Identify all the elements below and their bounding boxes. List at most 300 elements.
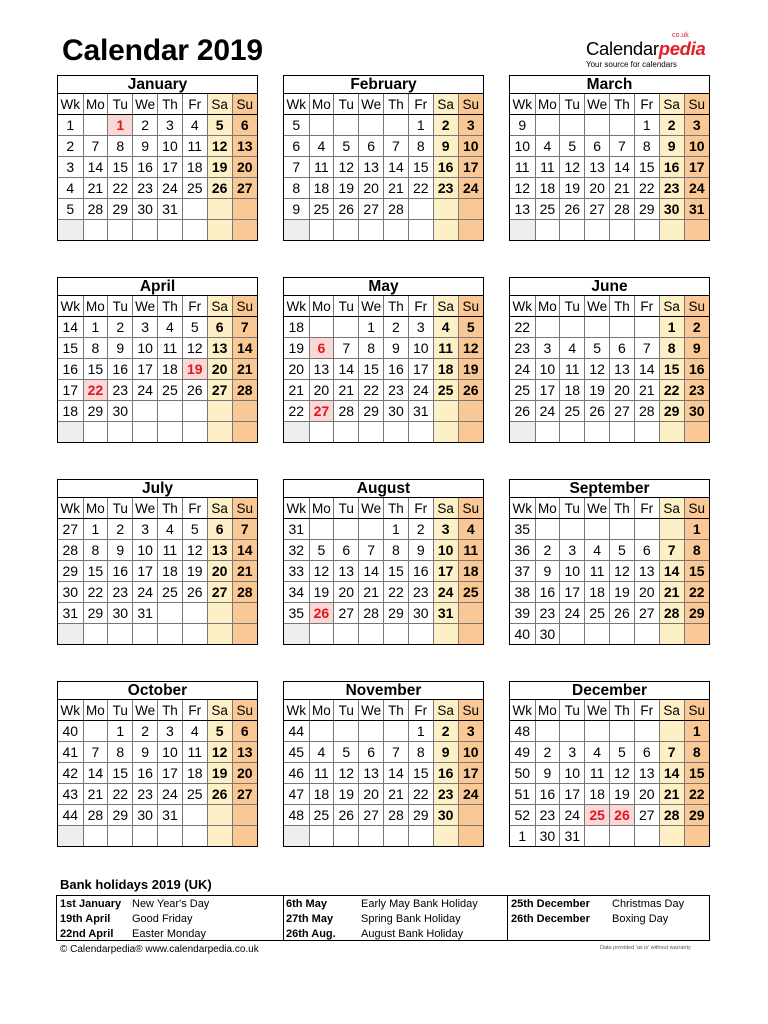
day-cell: 17 [560,582,585,603]
holiday-day-cell: 1 [108,115,133,136]
weekday-header: Tu [108,296,133,317]
day-cell: 18 [560,380,585,401]
weekday-header: We [133,94,158,115]
weekday-header: Sa [433,94,458,115]
day-cell: 2 [684,317,709,338]
week-number: 49 [510,742,535,763]
month-name: December [510,682,709,700]
week-number: 34 [284,582,309,603]
week-header: Wk [58,700,83,721]
week-number: 44 [58,805,83,826]
weekday-header: Mo [309,498,334,519]
empty-day-cell [182,401,207,422]
day-cell: 4 [458,519,483,540]
empty-day-cell [158,826,183,847]
week-number: 42 [58,763,83,784]
weekday-header: Sa [207,498,232,519]
week-number: 28 [58,540,83,561]
empty-day-cell [610,422,635,443]
day-cell: 30 [408,603,433,624]
weekday-header: We [359,94,384,115]
day-cell: 25 [158,582,183,603]
empty-day-cell [334,519,359,540]
day-cell: 19 [560,178,585,199]
bank-holiday-entry: 25th December Christmas Day [511,898,685,910]
day-cell: 19 [610,582,635,603]
week-number: 40 [510,624,535,645]
empty-day-cell [232,220,257,241]
weekday-header: Sa [659,700,684,721]
day-cell: 11 [182,136,207,157]
empty-day-cell [659,519,684,540]
weekday-header: Sa [207,94,232,115]
day-cell: 16 [108,561,133,582]
holiday-day-cell: 27 [309,401,334,422]
weekday-header: Mo [83,498,108,519]
weekday-header: Sa [659,94,684,115]
weekday-header: Mo [309,94,334,115]
day-cell: 7 [334,338,359,359]
empty-day-cell [83,721,108,742]
day-cell: 1 [684,519,709,540]
day-cell: 25 [585,603,610,624]
weekday-header: We [359,498,384,519]
day-cell: 21 [659,784,684,805]
week-number: 19 [284,338,309,359]
empty-day-cell [634,317,659,338]
weekday-header: Sa [433,296,458,317]
day-cell: 17 [133,561,158,582]
day-cell: 28 [610,199,635,220]
weekday-header: Mo [535,94,560,115]
weekday-header: Fr [182,94,207,115]
weekday-header: Fr [634,94,659,115]
day-cell: 16 [535,784,560,805]
day-cell: 3 [535,338,560,359]
week-number: 31 [284,519,309,540]
weekday-header: Mo [83,700,108,721]
day-cell: 25 [158,380,183,401]
day-cell: 7 [610,136,635,157]
empty-day-cell [207,199,232,220]
day-cell: 24 [560,805,585,826]
day-cell: 3 [158,721,183,742]
day-cell: 16 [433,157,458,178]
day-cell: 24 [133,582,158,603]
holiday-day-cell: 26 [309,603,334,624]
day-cell: 6 [634,540,659,561]
day-cell: 28 [232,582,257,603]
day-cell: 12 [309,561,334,582]
day-cell: 30 [384,401,409,422]
week-number: 14 [58,317,83,338]
day-cell: 8 [634,136,659,157]
day-cell: 27 [207,380,232,401]
weekday-header: Su [684,700,709,721]
day-cell: 13 [232,136,257,157]
day-cell: 13 [207,338,232,359]
day-cell: 16 [535,582,560,603]
day-cell: 22 [408,178,433,199]
day-cell: 28 [384,805,409,826]
weekday-header: Fr [182,296,207,317]
month-december [509,681,710,847]
day-cell: 10 [535,359,560,380]
empty-day-cell [433,624,458,645]
weekday-header: Tu [108,498,133,519]
day-cell: 25 [309,199,334,220]
day-cell: 20 [359,178,384,199]
month-name: April [58,278,257,296]
weekday-header: Tu [108,700,133,721]
empty-day-cell [535,422,560,443]
week-number: 39 [510,603,535,624]
day-cell: 25 [182,784,207,805]
day-cell: 29 [684,603,709,624]
day-cell: 17 [535,380,560,401]
month-name: November [284,682,483,700]
day-cell: 10 [684,136,709,157]
day-cell: 16 [408,561,433,582]
weekday-header: Tu [108,94,133,115]
weekday-header: We [585,296,610,317]
empty-day-cell [634,624,659,645]
day-cell: 3 [560,540,585,561]
day-cell: 11 [585,561,610,582]
day-cell: 21 [83,178,108,199]
weekday-header: Su [458,498,483,519]
day-cell: 16 [384,359,409,380]
day-cell: 9 [433,136,458,157]
day-cell: 3 [458,115,483,136]
weekday-header: Tu [560,498,585,519]
day-cell: 4 [309,136,334,157]
day-cell: 25 [535,199,560,220]
day-cell: 15 [408,763,433,784]
day-cell: 20 [232,763,257,784]
empty-day-cell [585,317,610,338]
day-cell: 23 [684,380,709,401]
day-cell: 17 [458,763,483,784]
empty-day-cell [659,826,684,847]
empty-day-cell [535,115,560,136]
weekday-header: Tu [334,700,359,721]
day-cell: 8 [384,540,409,561]
empty-day-cell [83,220,108,241]
day-cell: 5 [560,136,585,157]
month-august [283,479,484,645]
weekday-header: Sa [433,700,458,721]
empty-day-cell [207,603,232,624]
empty-day-cell [309,624,334,645]
day-cell: 20 [334,582,359,603]
empty-day-cell [334,422,359,443]
day-cell: 29 [359,401,384,422]
day-cell: 5 [207,721,232,742]
day-cell: 26 [182,380,207,401]
day-cell: 10 [560,763,585,784]
day-cell: 1 [659,317,684,338]
empty-day-cell [535,220,560,241]
weekday-header: Mo [535,296,560,317]
day-cell: 11 [585,763,610,784]
week-number: 52 [510,805,535,826]
month-june [509,277,710,443]
empty-day-cell [158,603,183,624]
day-cell: 26 [334,199,359,220]
week-number: 16 [58,359,83,380]
day-cell: 17 [158,763,183,784]
day-cell: 3 [133,519,158,540]
day-cell: 14 [384,763,409,784]
holiday-day-cell: 19 [182,359,207,380]
day-cell: 2 [384,317,409,338]
weekday-header: Sa [659,498,684,519]
day-cell: 20 [207,359,232,380]
day-cell: 6 [232,721,257,742]
empty-day-cell [207,422,232,443]
day-cell: 11 [309,763,334,784]
empty-day-cell [309,519,334,540]
day-cell: 7 [359,540,384,561]
weekday-header: Mo [309,296,334,317]
day-cell: 8 [408,136,433,157]
week-header: Wk [284,700,309,721]
month-name: May [284,278,483,296]
week-number: 18 [58,401,83,422]
day-cell: 2 [133,115,158,136]
week-header: Wk [510,296,535,317]
footer-disclaimer: Data provided 'as is' without warranty [600,945,691,951]
weekday-header: Tu [334,94,359,115]
empty-day-cell [585,422,610,443]
empty-day-cell [634,519,659,540]
weekday-header: We [359,296,384,317]
week-number: 4 [58,178,83,199]
day-cell: 28 [634,401,659,422]
weekday-header: We [133,700,158,721]
empty-day-cell [207,220,232,241]
weekday-header: Su [684,296,709,317]
empty-day-cell [659,422,684,443]
day-cell: 12 [610,763,635,784]
empty-day-cell [108,826,133,847]
calendarpedia-logo [586,32,716,72]
empty-day-cell [659,721,684,742]
empty-day-cell [585,115,610,136]
empty-day-cell [610,826,635,847]
week-number: 17 [58,380,83,401]
day-cell: 11 [309,157,334,178]
empty-day-cell [359,826,384,847]
day-cell: 16 [659,157,684,178]
week-number [58,220,83,241]
weekday-header: Fr [182,498,207,519]
empty-day-cell [610,115,635,136]
week-number: 9 [284,199,309,220]
empty-day-cell [560,721,585,742]
day-cell: 12 [458,338,483,359]
weekday-header: Th [610,700,635,721]
day-cell: 16 [433,763,458,784]
bank-holiday-entry: 22nd April Easter Monday [60,928,206,940]
day-cell: 5 [207,115,232,136]
day-cell: 14 [359,561,384,582]
month-march [509,75,710,241]
week-number: 33 [284,561,309,582]
empty-day-cell [560,519,585,540]
empty-day-cell [585,519,610,540]
day-cell: 26 [610,603,635,624]
empty-day-cell [359,115,384,136]
empty-day-cell [83,422,108,443]
empty-day-cell [207,826,232,847]
day-cell: 29 [108,805,133,826]
day-cell: 28 [83,805,108,826]
day-cell: 24 [560,603,585,624]
day-cell: 13 [610,359,635,380]
page-title: Calendar 2019 [62,34,263,67]
day-cell: 10 [433,540,458,561]
day-cell: 4 [585,540,610,561]
day-cell: 20 [232,157,257,178]
column-divider [283,896,284,940]
day-cell: 2 [433,721,458,742]
day-cell: 6 [359,136,384,157]
empty-day-cell [133,624,158,645]
weekday-header: Tu [560,296,585,317]
day-cell: 30 [433,805,458,826]
day-cell: 16 [684,359,709,380]
day-cell: 31 [684,199,709,220]
empty-day-cell [408,624,433,645]
day-cell: 1 [684,721,709,742]
week-number: 30 [58,582,83,603]
day-cell: 29 [108,199,133,220]
weekday-header: We [585,94,610,115]
day-cell: 21 [334,380,359,401]
day-cell: 24 [433,582,458,603]
day-cell: 24 [133,380,158,401]
week-number: 47 [284,784,309,805]
day-cell: 4 [182,721,207,742]
day-cell: 2 [133,721,158,742]
empty-day-cell [158,422,183,443]
day-cell: 31 [408,401,433,422]
empty-day-cell [108,422,133,443]
bank-holidays-column [286,897,478,942]
weekday-header: Tu [560,94,585,115]
empty-day-cell [659,220,684,241]
day-cell: 3 [458,721,483,742]
day-cell: 23 [133,784,158,805]
empty-day-cell [334,317,359,338]
week-number: 36 [510,540,535,561]
empty-day-cell [408,826,433,847]
day-cell: 13 [309,359,334,380]
day-cell: 6 [585,136,610,157]
day-cell: 15 [408,157,433,178]
day-cell: 9 [535,763,560,784]
empty-day-cell [634,422,659,443]
holiday-day-cell: 22 [83,380,108,401]
day-cell: 25 [433,380,458,401]
day-cell: 28 [659,603,684,624]
weekday-header: Fr [408,296,433,317]
empty-day-cell [334,115,359,136]
day-cell: 12 [182,338,207,359]
week-number: 5 [284,115,309,136]
day-cell: 23 [384,380,409,401]
day-cell: 4 [158,519,183,540]
weekday-header: Sa [207,700,232,721]
day-cell: 19 [585,380,610,401]
day-cell: 17 [408,359,433,380]
day-cell: 5 [585,338,610,359]
empty-day-cell [182,624,207,645]
day-cell: 22 [684,784,709,805]
day-cell: 31 [433,603,458,624]
day-cell: 26 [458,380,483,401]
day-cell: 22 [634,178,659,199]
day-cell: 11 [158,540,183,561]
day-cell: 12 [182,540,207,561]
day-cell: 22 [108,178,133,199]
day-cell: 9 [535,561,560,582]
day-cell: 11 [433,338,458,359]
empty-day-cell [458,624,483,645]
day-cell: 3 [684,115,709,136]
day-cell: 4 [158,317,183,338]
day-cell: 13 [359,763,384,784]
weekday-header: Mo [83,296,108,317]
week-header: Wk [284,296,309,317]
day-cell: 5 [458,317,483,338]
day-cell: 1 [634,115,659,136]
day-cell: 28 [359,603,384,624]
empty-day-cell [232,603,257,624]
day-cell: 23 [433,178,458,199]
week-number: 40 [58,721,83,742]
day-cell: 14 [232,338,257,359]
empty-day-cell [458,199,483,220]
empty-day-cell [359,721,384,742]
day-cell: 30 [535,624,560,645]
week-number: 31 [58,603,83,624]
day-cell: 7 [232,317,257,338]
day-cell: 19 [610,784,635,805]
day-cell: 15 [384,561,409,582]
day-cell: 27 [634,805,659,826]
day-cell: 10 [458,742,483,763]
day-cell: 20 [207,561,232,582]
weekday-header: Su [458,700,483,721]
logo-brand: Calendarpedia [586,38,706,59]
day-cell: 27 [634,603,659,624]
day-cell: 27 [359,199,384,220]
empty-day-cell [384,220,409,241]
day-cell: 26 [585,401,610,422]
week-number: 9 [510,115,535,136]
day-cell: 13 [359,157,384,178]
day-cell: 12 [334,157,359,178]
day-cell: 23 [108,380,133,401]
empty-day-cell [334,721,359,742]
day-cell: 27 [359,805,384,826]
day-cell: 10 [133,338,158,359]
empty-day-cell [458,805,483,826]
day-cell: 8 [108,742,133,763]
